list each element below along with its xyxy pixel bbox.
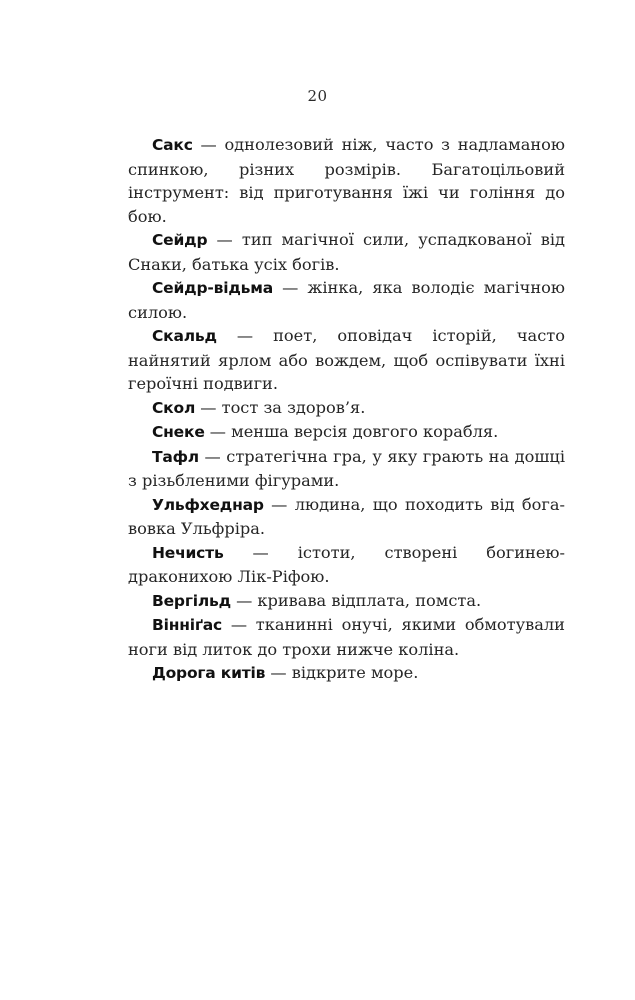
glossary-definition: менша версія довгого корабля. [231,422,499,441]
glossary-term: Сейдр [152,231,208,249]
glossary-entry [128,228,565,276]
glossary-term: Сейдр-відьма [152,279,273,297]
glossary-definition: людина, що походить від бога-вовка Ульфріра. [128,494,565,538]
glossary-term: Вінніґас [152,616,223,634]
entry-dash: — [200,397,217,417]
entry-dash: — [236,326,254,345]
glossary-definition: кривава відплата, помста. [257,590,482,610]
glossary-entry [128,396,565,421]
glossary-term: Вергільд [152,591,231,610]
entry-dash: — [271,494,288,514]
glossary-term: Тафл [152,447,199,466]
glossary-entry [128,420,565,445]
glossary-entry [128,661,565,686]
glossary-entry [128,589,565,614]
entry-dash: — [270,663,287,682]
glossary-definition: однолезовий ніж, часто з надламаною спинкою, різних розмірів. Багатоцільовий інструмент: від приготування їжі чи гоління до бою. [128,135,565,226]
glossary-definition: стратегічна гра, у яку грають на дошці з різьбленими фігурами. [128,446,565,490]
glossary-term: Дорога китів [152,664,266,682]
glossary-entry [128,133,565,228]
glossary-entry [128,324,565,396]
glossary-definition: відкрите море. [291,663,419,682]
glossary-entry [128,276,565,324]
entry-dash: — [236,590,253,610]
glossary-entry [128,445,565,493]
glossary-term: Снеке [152,423,205,441]
glossary-definition: жінка, яка володіє магічною силою. [128,278,565,322]
glossary-definition: поет, оповідач історій, часто найнятий ярлом або вождем, щоб оспівувати їхні героїчні подвиги. [128,326,565,393]
glossary-term: Скальд [152,327,217,345]
entry-dash: — [282,278,299,297]
glossary-definition: тип магічної сили, успадкованої від Снаки, батька усіх богів. [128,230,565,274]
entry-dash: — [252,542,269,562]
glossary-definition: істоти, створені богинею-драконихою Лік-Ріфою. [128,542,565,586]
entry-dash: — [230,615,247,634]
entry-dash: — [209,422,226,441]
glossary-entry [128,493,565,541]
glossary-definition: тканинні онучі, якими обмотували ноги від литок до трохи нижче коліна. [128,615,565,659]
entry-dash: — [216,230,233,249]
entry-dash: — [204,446,221,466]
glossary-entry [128,613,565,661]
glossary [128,133,565,686]
page-number: 20 [307,87,328,105]
glossary-term: Нечисть [152,543,224,562]
glossary-definition: тост за здоров’я. [221,397,366,417]
entry-dash: — [200,135,217,154]
glossary-term: Ульфхеднар [152,495,264,514]
glossary-term: Скол [152,398,196,417]
glossary-term: Сакс [152,136,193,154]
glossary-entry [128,541,565,589]
